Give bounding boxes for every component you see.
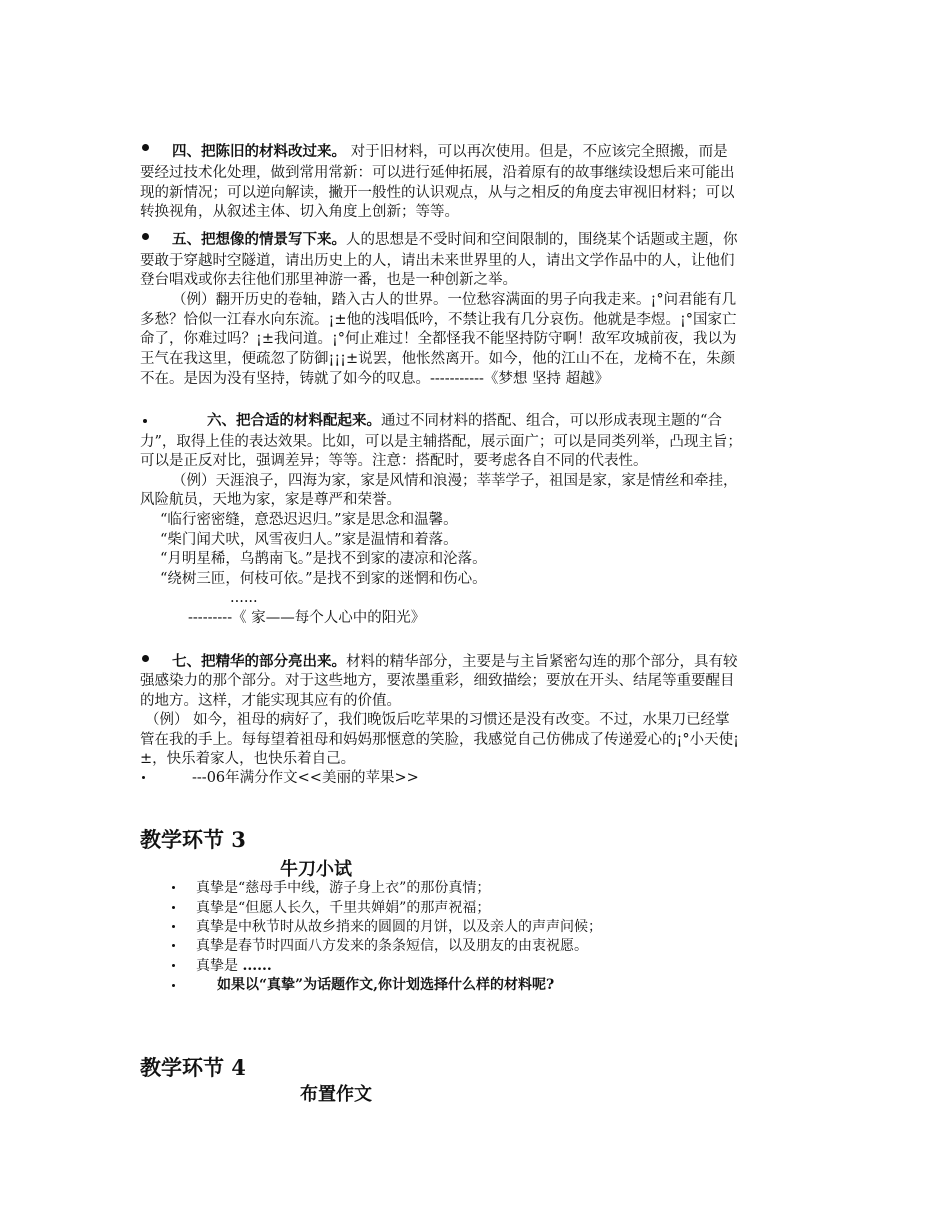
section7-example-line: （例） 如今，祖母的病好了，我们晚饭后吃苹果的习惯还是没有改变。不过，水果刀已经掌	[145, 712, 730, 728]
section4-line-1: 四、把陈旧的材料改过来。 对于旧材料，可以再次使用。但是，不应该完全照搬，而是	[172, 143, 728, 160]
step3-question: 如果以“真挚”为话题作文,你计划选择什么样的材料呢?	[217, 977, 555, 993]
section5-line-2: 要敢于穿越时空隧道，请出历史上的人，请出未来世界里的人，请出文学作品中的人，让他们	[140, 253, 735, 269]
step3-list-item: 真挚是“慈母手中线，游子身上衣”的那份真情；	[196, 880, 491, 896]
section4-line-2: 要经过技术化处理，做到常用常新：可以进行延伸拓展，沿着原有的故事继续设想后来可能出	[140, 165, 735, 181]
section5-example-line: 命了，你难过吗？¡±我问道。¡°何止难过！全都怪我不能坚持防守啊！敌军攻城前夜，我以为	[140, 331, 737, 347]
bullet	[172, 906, 175, 909]
bullet	[142, 144, 149, 151]
bullet	[172, 964, 175, 967]
step3-list-item: 真挚是“但愿人长久，千里共婵娟”的那声祝福；	[196, 900, 491, 916]
step3-list-item: 真挚是 ......	[196, 958, 272, 974]
section6-line-1: 六、把合适的材料配起来。通过不同材料的搭配、组合，可以形成表现主题的“合	[207, 412, 722, 429]
section6-example-line: 风险航员，天地为家，家是尊严和荣誉。	[140, 492, 401, 508]
bullet	[142, 776, 145, 779]
section5-heading: 五、把想像的情景写下来。	[172, 231, 346, 248]
section6-source: ---------《 家——每个人心中的阳光》	[188, 610, 426, 626]
section5-example-line: 王气在我这里，便疏忽了防御¡¡¡±说罢，他怅然离开。如今，他的江山不在，龙椅不在，朱颜	[140, 351, 736, 367]
section6-example-line: （例）天涯浪子，四海为家，家是风情和浪漫；莘莘学子，祖国是家，家是情丝和牵挂，	[172, 473, 738, 489]
step3-title: 教学环节 3	[140, 827, 246, 852]
step4-subtitle: 布置作文	[300, 1084, 372, 1105]
bullet	[172, 944, 175, 947]
section7-example-line: ±，快乐着家人，也快乐着自己。	[140, 751, 356, 767]
section4-line-4: 转换视角，从叙述主体、切入角度上创新；等等。	[140, 204, 459, 220]
bullet	[142, 655, 149, 662]
bullet	[172, 886, 175, 889]
step3-subtitle: 牛刀小试	[280, 859, 352, 880]
section5-example-line: 多愁？恰似一江春水向东流。¡±他的浅唱低吟，不禁让我有几分哀伤。他就是李煜。¡°国家亡	[140, 312, 737, 328]
section6-heading: 六、把合适的材料配起来。	[207, 412, 381, 429]
section7-line-3: 的地方。这样，才能实现其应有的价值。	[140, 693, 401, 709]
step4-title: 教学环节 4	[140, 1055, 246, 1080]
step3-list-item: 真挚是中秋节时从故乡捎来的圆圆的月饼，以及亲人的声声问候；	[196, 919, 602, 935]
section7-heading: 七、把精华的部分亮出来。	[172, 653, 346, 670]
bullet	[142, 233, 149, 240]
bullet	[172, 925, 175, 928]
bullet	[172, 984, 175, 987]
section7-source: ---06年满分作文<<美丽的苹果>>	[192, 770, 419, 786]
section6-ellipsis: ......	[230, 590, 258, 606]
section6-line-2: 力”，取得上佳的表达效果。比如，可以是主辅搭配，展示面广；可以是同类列举，凸现主旨；	[140, 434, 742, 450]
section6-quote: “绕树三匝，何枝可依。”是找不到家的迷惘和伤心。	[160, 571, 487, 587]
section5-example-line: （例）翻开历史的卷轴，踏入古人的世界。一位愁容满面的男子向我走来。¡°问君能有几	[172, 292, 737, 308]
section6-line-3: 可以是正反对比，强调差异；等等。注意：搭配时，要考虑各自不同的代表性。	[140, 453, 648, 469]
step3-list-item: 真挚是春节时四面八方发来的条条短信，以及朋友的由衷祝愿。	[196, 938, 588, 954]
bullet	[143, 419, 147, 423]
section7-line-1: 七、把精华的部分亮出来。材料的精华部分，主要是与主旨紧密勾连的那个部分，具有较	[172, 653, 738, 670]
section6-quote: “月明星稀，乌鹊南飞。”是找不到家的凄凉和沦落。	[160, 551, 487, 567]
section7-example-line: 管在我的手上。每每望着祖母和妈妈那惬意的笑脸，我感觉自己仿佛成了传递爱心的¡°小天使¡	[140, 732, 739, 748]
section5-line-1: 五、把想像的情景写下来。人的思想是不受时间和空间限制的，围绕某个话题或主题，你	[172, 231, 738, 248]
section4-heading: 四、把陈旧的材料改过来。	[172, 143, 346, 160]
section4-line-3: 现的新情况；可以逆向解读，撇开一般性的认识观点，从与之相反的角度去审视旧材料；可以	[140, 185, 735, 201]
section6-quote: “临行密密缝，意恐迟迟归。”家是思念和温馨。	[160, 512, 458, 528]
section7-line-2: 强感染力的那个部分。对于这些地方，要浓墨重彩，细致描绘；要放在开头、结尾等重要醒目	[140, 673, 735, 689]
section5-example-line: 不在。是因为没有坚持，铸就了如今的叹息。-----------《梦想 坚持 超越》	[140, 371, 610, 387]
section5-line-3: 登台唱戏或你去往他们那里神游一番，也是一种创新之举。	[140, 272, 517, 288]
section6-quote: “柴门闻犬吠，风雪夜归人。”家是温情和着落。	[160, 532, 458, 548]
